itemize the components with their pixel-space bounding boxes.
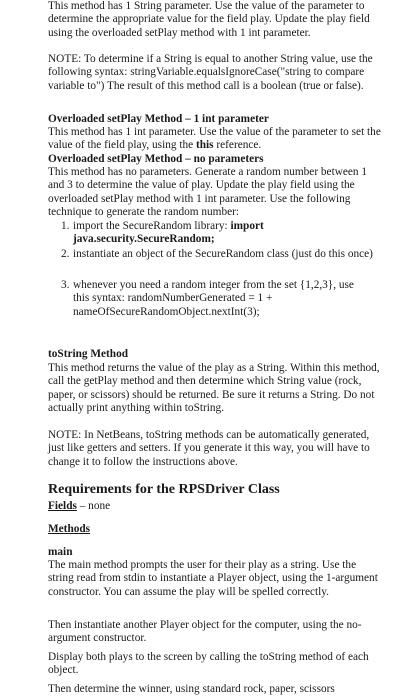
main-paragraph-2: Then instantiate another Player object for the computer, using the no-argument constructor. — [48, 619, 362, 645]
main-paragraph-4: Then determine the winner, using standard rock, paper, scissors — [48, 683, 335, 695]
main-paragraph-3: Display both plays to the screen by calling the toString method of each object. — [48, 651, 369, 677]
methods-label: Methods — [48, 523, 91, 535]
requirements-heading: Requirements for the RPSDriver Class — [48, 482, 280, 497]
main-heading: main — [48, 546, 73, 558]
step-item: whenever you need a random integer from the set {1,2,3}, use this syntax: randomNumberGenerated = 1 + nameOfSecureRandomObject.nextInt(3); — [73, 279, 354, 318]
fields-line: Fields – none — [48, 500, 111, 512]
step-item: import the SecureRandom library: import java.security.SecureRandom; — [73, 220, 264, 246]
setplay-int-heading: Overloaded setPlay Method – 1 int parameter — [48, 113, 269, 125]
main-paragraph-1: The main method prompts the user for their play as a string. Use the string read from stdin to instantiate a Player object, using the 1-argument constructor. You can assume the play will be spelled correctly. — [48, 559, 378, 598]
setplay-none-heading: Overloaded setPlay Method – no parameters — [48, 153, 264, 165]
setplay-none-text: This method has no parameters. Generate a random number between 1 and 3 to determine the value of play. Update the play field using the overloaded setPlay method with 1 int parameter. Use the following technique to generate the random number: — [48, 166, 368, 218]
step-number: 3. — [61, 279, 70, 291]
step-number: 1. — [61, 220, 70, 232]
tostring-note: NOTE: In NetBeans, toString methods can be automatically generated, just like getters and setters. If you generate it this way, you will have to change it to follow the instructions above. — [48, 429, 370, 468]
intro-note: NOTE: To determine if a String is equal to another String value, use the following syntax: stringVariable.equalsIgnoreCase("string to compare variable to") The result of this method call is a boolean (true or false). — [48, 53, 373, 92]
setplay-int-text: This method has 1 int parameter. Use the value of the parameter to set the value of the field play, using the this reference. — [48, 126, 381, 152]
intro-paragraph: This method has 1 String parameter. Use the value of the parameter to determine the appropriate value for the field play. Update the play field using the overloaded setPlay method with 1 int parameter. — [48, 0, 370, 39]
tostring-heading: toString Method — [48, 348, 129, 360]
step-item: instantiate an object of the SecureRandom class (just do this once) — [73, 248, 373, 260]
step-number: 2. — [61, 248, 70, 260]
tostring-text: This method returns the value of the play as a String. Within this method, call the getPlay method and then determine which String value (rock, paper, or scissors) should be returned. Be sure it returns a String. Do not actually print anything within toString. — [48, 362, 380, 414]
